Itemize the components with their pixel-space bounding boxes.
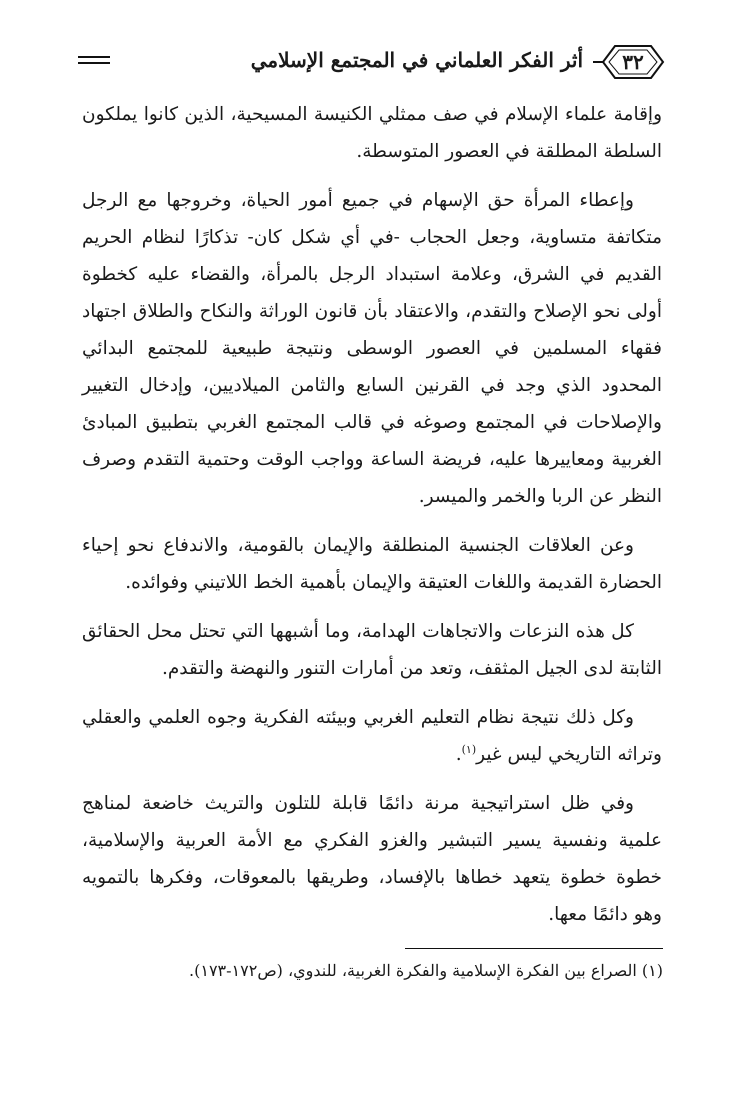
paragraph-end: . bbox=[455, 744, 462, 765]
footnote-reference[interactable]: (١) bbox=[461, 742, 477, 756]
footnote: (١) الصراع بين الفكرة الإسلامية والفكرة الغربية، للندوي، (ص١٧٢-١٧٣). bbox=[189, 961, 663, 980]
paragraph-with-footnote bbox=[82, 699, 662, 773]
body-text bbox=[82, 96, 662, 945]
paragraph: وإقامة علماء الإسلام في صف ممثلي الكنيسة المسيحية، الذين كانوا يملكون السلطة المطلقة في العصور المتوسطة. bbox=[82, 104, 662, 162]
paragraph: وفي ظل استراتيجية مرنة دائمًا قابلة للتلون والتريث خاضعة لمناهج علمية ونفسية يسير التبشير والغزو الفكري مع الأمة العربية والإسلامية، خطوة خطوة يتعهد خطاها بالإفساد، وطريقها بالمعوقات، وفكرها بالتمويه وهو دائمًا معها. bbox=[82, 793, 662, 925]
paragraph: وإعطاء المرأة حق الإسهام في جميع أمور الحياة، وخروجها مع الرجل متكاتفة متساوية، وجعل الحجاب -في أي شكل كان- تذكارًا لنظام الحريم القديم في الشرق، وعلامة استبداد الرجل بالمرأة، والقضاء عليه كخطوة أولى نحو الإصلاح والتقدم، والاعتقاد بأن قانون الوراثة والنكاح والطلاق اجتهاد فقهاء المسلمين في العصور الوسطى ونتيجة طبيعية للمجتمع البدائي المحدود الذي وجد في القرنين السابع والثامن الميلاديين، وإدخال التغيير والإصلاحات في المجتمع وصوغه في قالب المجتمع الغربي بتطبيق المبادئ الغربية ومعاييرها عليه، فريضة الساعة وواجب الوقت وحتمية التقدم وصرف النظر عن الربا والخمر والميسر. bbox=[82, 190, 662, 507]
page-number: ٣٢ bbox=[622, 50, 644, 74]
page-header bbox=[78, 38, 673, 86]
paragraph: وعن العلاقات الجنسية المنطلقة والإيمان بالقومية، والاندفاع نحو إحياء الحضارة القديمة واللغات العتيقة والإيمان بأهمية الخط اللاتيني وفوائده. bbox=[82, 535, 662, 593]
footnote-separator bbox=[405, 948, 663, 949]
page-number-badge bbox=[593, 38, 673, 86]
running-title: أثر الفكر العلماني في المجتمع الإسلامي bbox=[250, 48, 583, 72]
paragraph-text: وكل ذلك نتيجة نظام التعليم الغربي وبيئته الفكرية وجوه العلمي والعقلي وتراثه التاريخي ليس غير bbox=[82, 707, 662, 765]
header-decorative-rule bbox=[78, 62, 110, 64]
header-decorative-rule bbox=[78, 56, 110, 58]
paragraph: كل هذه النزعات والاتجاهات الهدامة، وما أشبهها التي تحتل محل الحقائق الثابتة لدى الجيل المثقف، وتعد من أمارات التنور والنهضة والتقدم. bbox=[82, 621, 662, 679]
